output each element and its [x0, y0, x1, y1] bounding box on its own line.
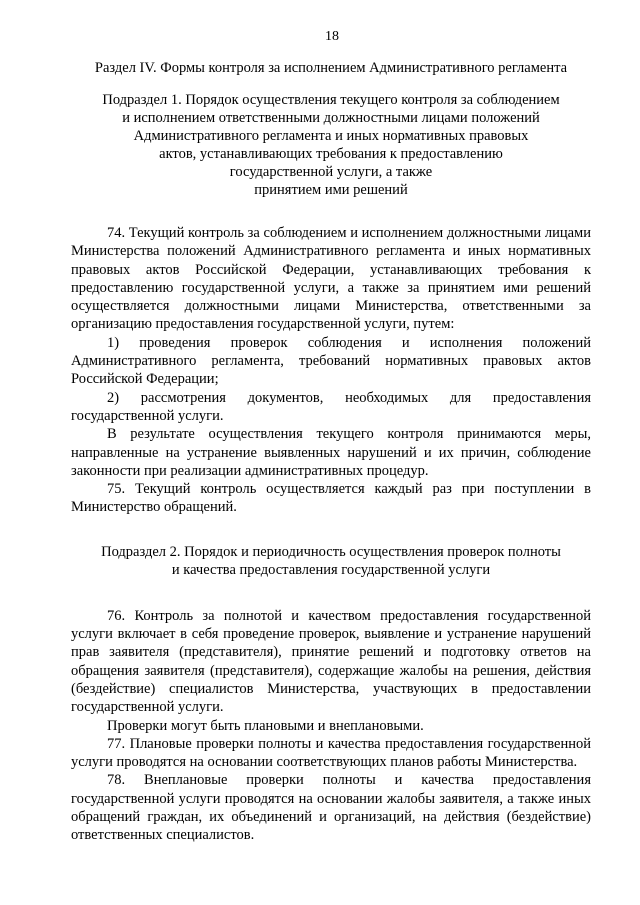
subsection-2-title-line: и качества предоставления государственной услуги: [171, 561, 491, 578]
paragraph-74-result: В результате осуществления текущего контроля принимаются меры, направленные на устранение выявленных нарушений и их причин, соблюдение законности при реализации административных процедур.: [71, 426, 591, 479]
subsection-1-title-line: государственной услуги, а также: [229, 164, 433, 180]
paragraph-78: 78. Внеплановые проверки полноты и качества предоставления государственной услуги проводятся на основании жалобы заявителя, а также иных обращений граждан, их объединений и организаций, на действия (бездействие) ответственных специалистов.: [71, 772, 591, 844]
section-title: Раздел IV. Формы контроля за исполнением Административного регламента: [94, 60, 568, 76]
subsection-1-title: [71, 91, 591, 199]
paragraph-75: 75. Текущий контроль осуществляется каждый раз при поступлении в Министерство обращений.: [71, 481, 591, 516]
subsection-1-body: [71, 224, 591, 517]
subsection-1-title-line: актов, устанавливающих требования к предоставлению: [159, 146, 503, 162]
subsection-1-title-line: принятием ими решений: [254, 182, 408, 198]
subsection-2-title-line: Подраздел 2. Порядок и периодичность осуществления проверок полноты: [101, 543, 561, 560]
subsection-2-title: [71, 543, 591, 579]
subsection-2-body: [71, 607, 591, 845]
page-number: 18: [325, 29, 339, 44]
paragraph-inspections-types: Проверки могут быть плановыми и внеплановыми.: [107, 717, 424, 734]
paragraph-76: 76. Контроль за полнотой и качеством предоставления государственной услуги включает в себя проведение проверок, выявление и устранение нарушений прав заявителя (представителя), принятие решений и подготовку ответов на обращения заявителя (представителя), содержащие жалобы на решения, действия (бездействие) специалистов Министерства, участвующих в предоставлении государственной услуги.: [71, 607, 591, 716]
paragraph-74-item-1: 1) проведения проверок соблюдения и исполнения положений Административного регламента, требований нормативных правовых актов Российской Федерации;: [71, 334, 591, 388]
paragraph-74: 74. Текущий контроль за соблюдением и исполнением должностными лицами Министерства положений Административного регламента и иных нормативных правовых актов Российской Федерации, устанавливающих требования к предоставлению государственной услуги, а также за принятием ими решений осуществляется должностными лицами Министерства, ответственными за организацию предоставления государственной услуги, путем:: [71, 225, 591, 333]
paragraph-74-item-2: 2) рассмотрения документов, необходимых для предоставления государственной услуги.: [71, 389, 591, 424]
subsection-1-title-line: Административного регламента и иных нормативных правовых: [133, 128, 529, 144]
subsection-1-title-line: и исполнением ответственными должностными лицами положений: [122, 110, 540, 126]
subsection-1-title-line: Подраздел 1. Порядок осуществления текущего контроля за соблюдением: [102, 92, 560, 108]
paragraph-77: 77. Плановые проверки полноты и качества предоставления государственной услуги проводятся на основании соответствующих планов работы Министерства.: [71, 735, 591, 771]
